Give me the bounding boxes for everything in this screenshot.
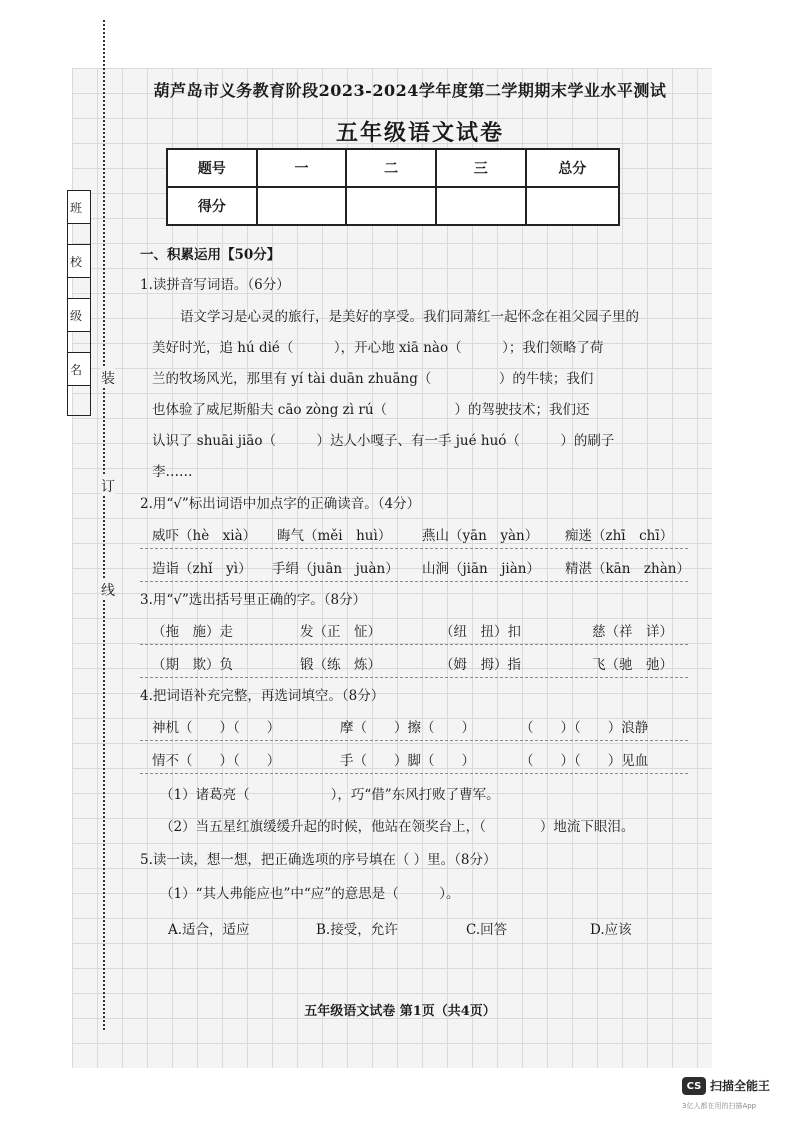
char-choice[interactable]: （拖 施）走 — [152, 624, 233, 640]
exam-title: 葫芦岛市义务教育阶段2023-2024学年度第二学期期末学业水平测试 — [153, 81, 667, 100]
pinyin-choice[interactable]: 造诣（zhǐ yì） — [152, 561, 252, 577]
char-choice[interactable]: 飞（驰 弛） — [592, 657, 673, 673]
idiom-blank[interactable]: 神机（ ）（ ） — [152, 720, 281, 736]
dashed-separator — [140, 677, 688, 678]
question-1-text: 美好时光，追 hú dié（ ），开心地 xiā nào（ ）；我们领略了荷 — [152, 340, 604, 356]
score-cell: 得分 — [167, 187, 257, 225]
score-input-cell[interactable] — [436, 187, 526, 225]
idiom-blank[interactable]: 手（ ）脚（ ） — [340, 753, 475, 769]
question-1-title: 1.读拼音写词语。（6分） — [140, 277, 290, 293]
dashed-separator — [140, 740, 688, 741]
side-box-school — [67, 244, 91, 278]
side-box-class — [67, 190, 91, 224]
question-1-text: 也体验了威尼斯船夫 cāo zòng zì rú（ ）的驾驶技术；我们还 — [152, 402, 590, 418]
question-4-title: 4.把词语补充完整，再选词填空。（8分） — [140, 688, 385, 704]
camscanner-tagline: 3亿人都在用的扫描App — [682, 1102, 757, 1110]
question-5-sub1[interactable]: （1）“其人弗能应也”中“应”的意思是（ ）。 — [160, 886, 460, 902]
score-table-header-row — [167, 149, 619, 187]
question-1-text: 语文学习是心灵的旅行，是美好的享受。我们同萧红一起怀念在祖父园子里的 — [180, 309, 639, 325]
char-choice[interactable]: 发（正 怔） — [300, 624, 381, 640]
pinyin-choice[interactable]: 山涧（jiān jiàn） — [422, 561, 540, 577]
score-cell: 总分 — [526, 149, 619, 187]
idiom-blank[interactable]: （ ）（ ）浪静 — [520, 720, 649, 736]
score-table-score-row — [167, 187, 619, 225]
idiom-blank[interactable]: 摩（ ）擦（ ） — [340, 720, 475, 736]
score-input-cell[interactable] — [526, 187, 619, 225]
question-1-text: 兰的牧场风光，那里有 yí tài duān zhuāng（ ）的牛犊；我们 — [152, 371, 594, 387]
fill-sentence[interactable]: （1）诸葛亮（ ），巧“借”东风打败了曹军。 — [160, 787, 500, 803]
binding-dotted-line — [103, 20, 105, 1030]
margin-char-ding: 订 — [101, 476, 115, 496]
char-choice[interactable]: （纽 扭）扣 — [440, 624, 521, 640]
page-footer: 五年级语文试卷 第1页（共4页） — [304, 1004, 496, 1019]
exam-subtitle: 五年级语文试卷 — [335, 120, 504, 146]
margin-char-zhuang: 装 — [101, 368, 115, 388]
question-1-text: 认识了 shuāi jiāo（ ）达人小嘎子、有一手 jué huó（ ）的刷子 — [152, 433, 615, 449]
side-label: 级 — [70, 308, 83, 323]
option-c[interactable]: C.回答 — [466, 922, 508, 938]
score-input-cell[interactable] — [257, 187, 347, 225]
idiom-blank[interactable]: 情不（ ）（ ） — [152, 753, 281, 769]
idiom-blank[interactable]: （ ）（ ）见血 — [520, 753, 649, 769]
pinyin-choice[interactable]: 痴迷（zhī chī） — [565, 528, 674, 544]
question-1-text: 李…… — [152, 464, 193, 480]
score-cell: 三 — [436, 149, 526, 187]
option-a[interactable]: A.适合，适应 — [168, 922, 250, 938]
fill-sentence[interactable]: （2）当五星红旗缓缓升起的时候，他站在领奖台上，（ ）地流下眼泪。 — [160, 819, 635, 835]
score-cell: 二 — [346, 149, 436, 187]
camscanner-name: 扫描全能王 — [710, 1079, 771, 1093]
char-choice[interactable]: （期 欺）负 — [152, 657, 233, 673]
dashed-separator — [140, 773, 688, 774]
side-box-name — [67, 352, 91, 386]
pinyin-choice[interactable]: 燕山（yān yàn） — [422, 528, 539, 544]
section-heading: 一、积累运用【50分】 — [140, 247, 281, 263]
score-cell: 一 — [257, 149, 347, 187]
side-box-grade — [67, 298, 91, 332]
char-choice[interactable]: 慈（祥 详） — [592, 624, 673, 640]
side-label: 班 — [70, 200, 83, 215]
option-b[interactable]: B.接受，允许 — [316, 922, 398, 938]
pinyin-choice[interactable]: 晦气（měi huì） — [277, 528, 392, 544]
char-choice[interactable]: （姆 拇）指 — [440, 657, 521, 673]
question-2-title: 2.用“√”标出词语中加点字的正确读音。（4分） — [140, 496, 421, 512]
margin-char-xian: 线 — [101, 580, 115, 600]
side-label: 名 — [70, 362, 83, 377]
dashed-separator — [140, 548, 688, 549]
side-label: 校 — [70, 254, 83, 269]
dashed-separator — [140, 644, 688, 645]
pinyin-choice[interactable]: 威吓（hè xià） — [152, 528, 257, 544]
char-choice[interactable]: 锻（练 炼） — [300, 657, 381, 673]
question-3-title: 3.用“√”选出括号里正确的字。（8分） — [140, 592, 367, 608]
pinyin-choice[interactable]: 手绢（juān juàn） — [272, 561, 399, 577]
score-input-cell[interactable] — [346, 187, 436, 225]
score-cell: 题号 — [167, 149, 257, 187]
score-table — [166, 148, 620, 226]
pinyin-choice[interactable]: 精湛（kān zhàn） — [565, 561, 690, 577]
option-d[interactable]: D.应该 — [590, 922, 632, 938]
dashed-separator — [140, 581, 688, 582]
camscanner-logo-icon: CS — [682, 1077, 706, 1095]
question-5-title: 5.读一读，想一想，把正确选项的序号填在（ ）里。（8分） — [140, 852, 497, 868]
